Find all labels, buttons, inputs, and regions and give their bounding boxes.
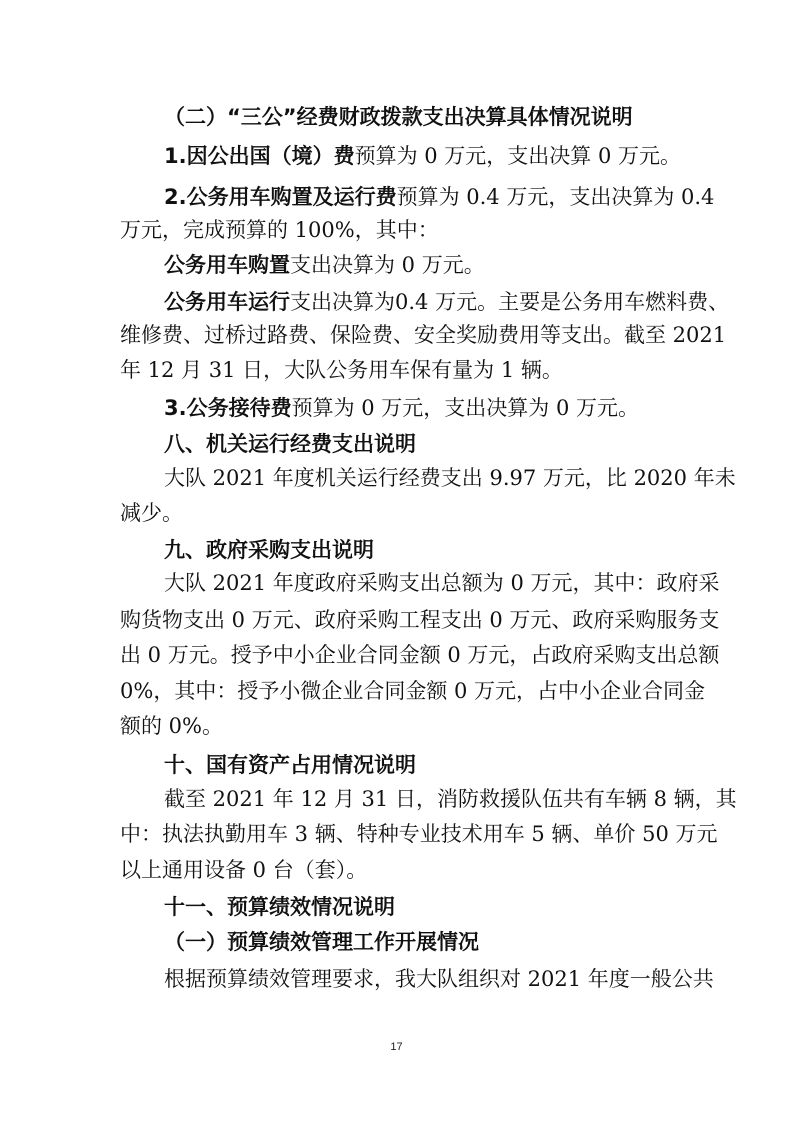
page-number: 17 (390, 1041, 403, 1053)
section-10-line3: 以上通用设备 0 台（套）。 (120, 858, 368, 882)
para-vehicle-line2: 万元，完成预算的 100%，其中： (120, 218, 439, 242)
para-vehicle-operation-line2: 维修费、过桥过路费、保险费、安全奖励费用等支出。截至 2021 (120, 323, 727, 347)
label-vehicle: 2.公务用车购置及运行费 (164, 185, 397, 209)
label-reception: 3.公务接待费 (164, 396, 292, 420)
heading-section-8: 八、机关运行经费支出说明 (164, 432, 416, 456)
section-9-line5: 额的 0%。 (120, 714, 223, 738)
para-vehicle-operation-line3: 年 12 月 31 日，大队公务用车保有量为 1 辆。 (120, 358, 563, 382)
section-10-line2: 中：执法执勤用车 3 辆、特种专业技术用车 5 辆、单价 50 万元 (120, 822, 718, 846)
text-reception: 预算为 0 万元，支出决算为 0 万元。 (291, 396, 640, 420)
section-8-line1: 大队 2021 年度机关运行经费支出 9.97 万元，比 2020 年未 (164, 466, 736, 490)
text-vehicle-operation: 支出决算为0.4 万元。主要是公务用车燃料费、 (290, 290, 730, 314)
subheading-section-11: （一）预算绩效管理工作开展情况 (164, 930, 479, 954)
heading-section-10: 十、国有资产占用情况说明 (164, 753, 416, 777)
section-9-line2: 购货物支出 0 万元、政府采购工程支出 0 万元、政府采购服务支 (120, 608, 720, 632)
heading-sangong: （二）“三公”经费财政拨款支出决算具体情况说明 (164, 105, 633, 129)
section-11-line1: 根据预算绩效管理要求，我大队组织对 2021 年度一般公共 (164, 967, 714, 991)
section-9-line3: 出 0 万元。授予中小企业合同金额 0 万元，占政府采购支出总额 (120, 643, 720, 667)
section-10-line1: 截至 2021 年 12 月 31 日，消防救援队伍共有车辆 8 辆，其 (164, 787, 737, 811)
section-8-line2: 减少。 (120, 501, 183, 525)
text-vehicle-purchase: 支出决算为 0 万元。 (290, 253, 485, 277)
text-abroad: 预算为 0 万元，支出决算 0 万元。 (354, 144, 682, 168)
para-vehicle (164, 184, 714, 210)
section-9-line4: 0%，其中：授予小微企业合同金额 0 万元，占中小企业合同金 (120, 679, 706, 703)
para-reception (164, 395, 639, 421)
para-abroad (164, 143, 681, 169)
section-9-line1: 大队 2021 年度政府采购支出总额为 0 万元，其中：政府采 (164, 571, 720, 595)
para-vehicle-operation (164, 289, 729, 315)
para-vehicle-purchase (164, 252, 485, 278)
heading-section-11: 十一、预算绩效情况说明 (164, 895, 395, 919)
label-abroad: 1.因公出国（境）费 (164, 144, 355, 168)
text-vehicle: 预算为 0.4 万元，支出决算为 0.4 (396, 185, 715, 209)
heading-section-9: 九、政府采购支出说明 (164, 538, 374, 562)
label-vehicle-operation: 公务用车运行 (164, 290, 290, 314)
label-vehicle-purchase: 公务用车购置 (164, 253, 290, 277)
